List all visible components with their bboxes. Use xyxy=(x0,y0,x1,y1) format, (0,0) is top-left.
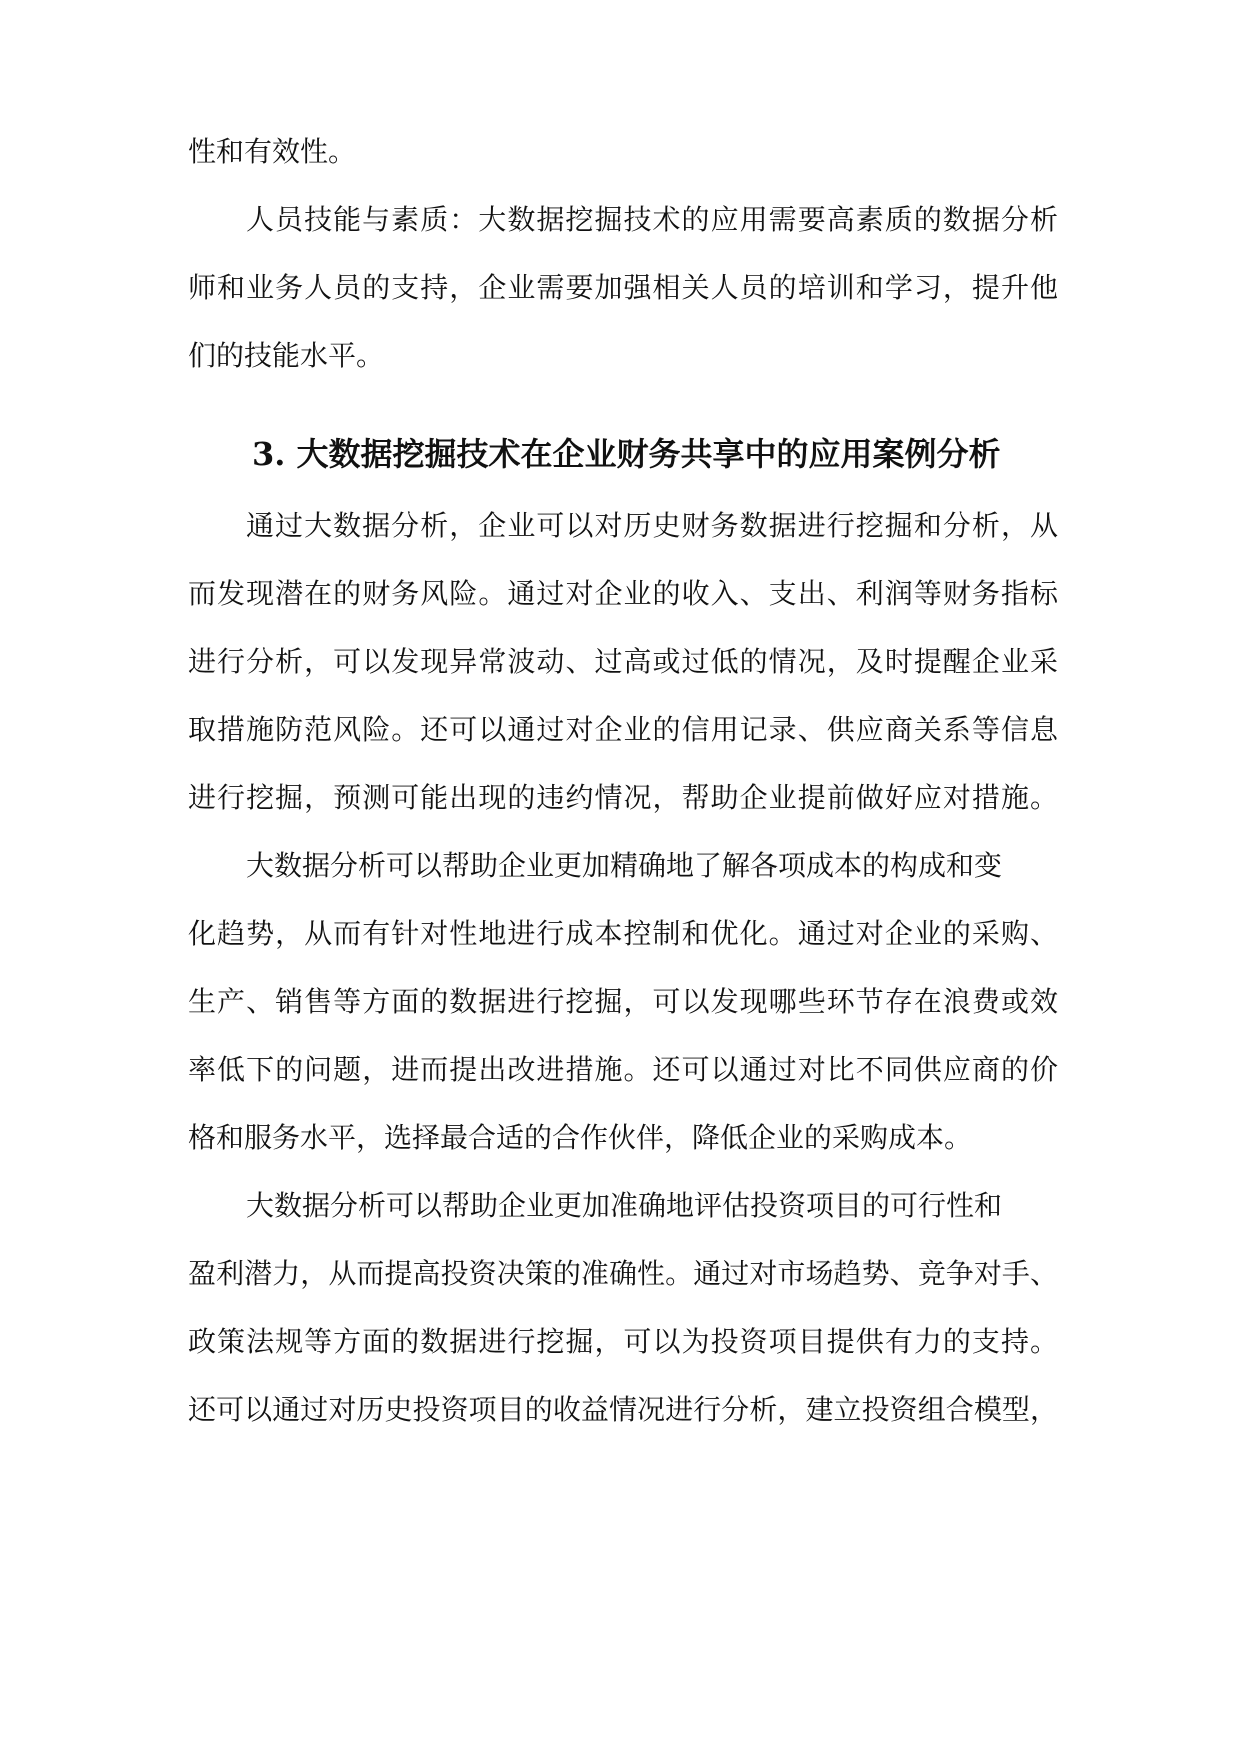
paragraph-line: 进行分析，可以发现异常波动、过高或过低的情况，及时提醒企业采 xyxy=(188,645,1058,678)
paragraph-line: 师和业务人员的支持，企业需要加强相关人员的培训和学习，提升他 xyxy=(188,271,1058,304)
paragraph-line: 人员技能与素质：大数据挖掘技术的应用需要高素质的数据分析 xyxy=(246,203,1058,236)
paragraph-line: 率低下的问题，进而提出改进措施。还可以通过对比不同供应商的价 xyxy=(188,1053,1058,1086)
paragraph-line: 生产、销售等方面的数据进行挖掘，可以发现哪些环节存在浪费或效 xyxy=(188,985,1058,1018)
paragraph-line: 取措施防范风险。还可以通过对企业的信用记录、供应商关系等信息 xyxy=(188,713,1058,746)
paragraph-line: 化趋势，从而有针对性地进行成本控制和优化。通过对企业的采购、 xyxy=(188,917,1058,950)
paragraph-line: 们的技能水平。 xyxy=(188,339,385,372)
paragraph-line: 性和有效性。 xyxy=(188,135,357,168)
paragraph-line: 还可以通过对历史投资项目的收益情况进行分析，建立投资组合模型， xyxy=(188,1393,1058,1426)
paragraph-line: 大数据分析可以帮助企业更加精确地了解各项成本的构成和变 xyxy=(246,849,1003,882)
paragraph-line: 政策法规等方面的数据进行挖掘，可以为投资项目提供有力的支持。 xyxy=(188,1325,1058,1358)
paragraph-line: 大数据分析可以帮助企业更加准确地评估投资项目的可行性和 xyxy=(246,1189,1003,1222)
paragraph-line: 格和服务水平，选择最合适的合作伙伴，降低企业的采购成本。 xyxy=(188,1121,973,1154)
paragraph-line: 而发现潜在的财务风险。通过对企业的收入、支出、利润等财务指标 xyxy=(188,577,1058,610)
paragraph-line: 盈利潜力，从而提高投资决策的准确性。通过对市场趋势、竞争对手、 xyxy=(188,1257,1058,1290)
paragraph-line: 通过大数据分析，企业可以对历史财务数据进行挖掘和分析，从 xyxy=(246,509,1058,542)
section-heading: 3. 大数据挖掘技术在企业财务共享中的应用案例分析 xyxy=(252,435,1001,473)
paragraph-line: 进行挖掘，预测可能出现的违约情况，帮助企业提前做好应对措施。 xyxy=(188,781,1058,814)
